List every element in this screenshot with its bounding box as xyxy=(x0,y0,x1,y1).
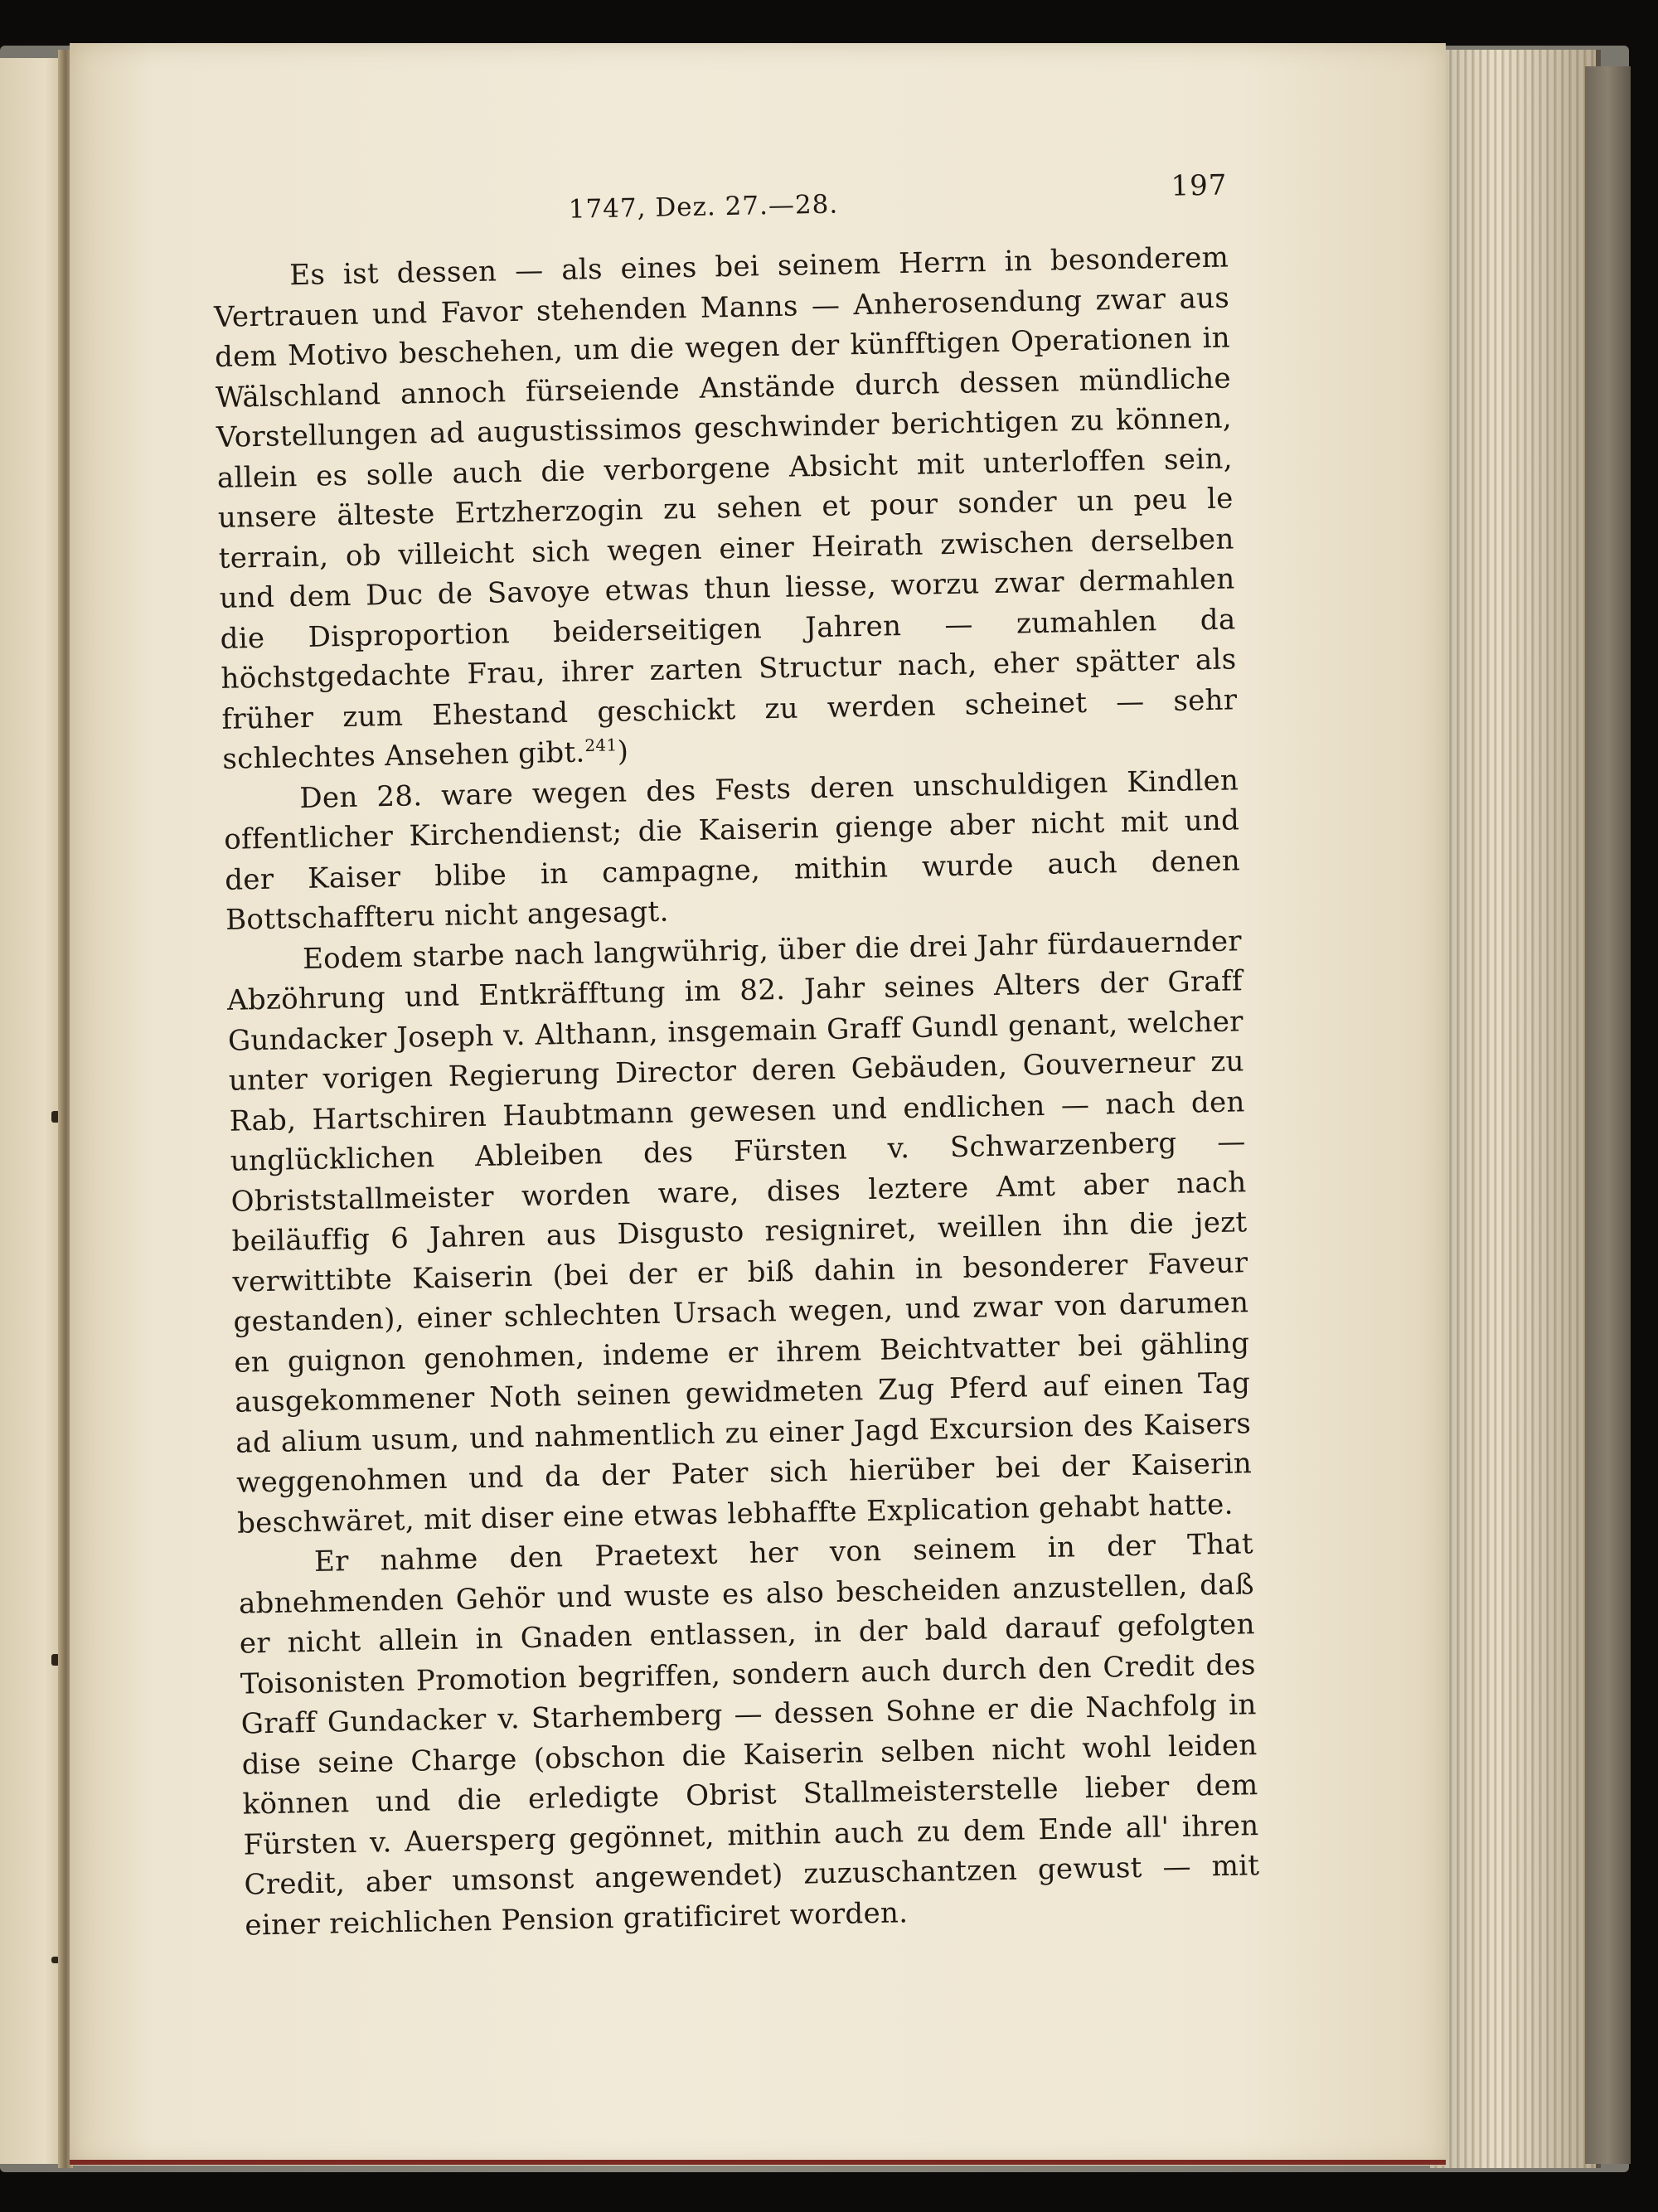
page-stack-shadow xyxy=(1430,50,1596,2168)
page-bottom-edge xyxy=(70,2160,1446,2165)
footnote-reference: 241 xyxy=(584,735,618,756)
paragraph-text: Es ist dessen — als eines bei seinem Herrn in besonderem Vertrauen und Favor stehenden Manns — Anherosendung zwar aus dem Motivo beschehen, um die wegen der künfftigen Operationen in Wälschland annoch fürseiende Anstände durch dessen mündliche Vorstellungen ad augustissimos geschwinder berichtigen zu können, allein es solle auch die verborgene Absicht mit unterloffen sein, unsere älteste Ertzherzogin zu sehen et pour sonder un peu le terrain, ob villeicht sich wegen einer Heirath zwischen derselben und dem Duc de Savoye etwas thun liesse, worzu zwar dermahlen die Disproportion beiderseitigen Jahren — zumahlen da höchstgedachte Frau, ihrer zarten Structur nach, eher spätter als früher zum Ehestand geschickt zu werden scheinet — sehr schlechtes Ansehen gibt. xyxy=(213,240,1238,776)
footnote-bracket: ) xyxy=(617,735,629,769)
paragraph-text: Eodem starbe nach langwührig, über die drei Jahr fürdauernder Abzöhrung und Entkräfftung im 82. Jahr seines Alters der Graff Gundacker Joseph v. Althann, insgemain Graff Gundl genant, welcher unter vorigen Regierung Director deren Gebäuden, Gouverneur zu Rab, Hartschiren Haubtmann gewesen und endlichen — nach den unglücklichen Ableiben des Fürsten v. Schwarzenberg — Obriststallmeister worden ware, dises leztere Amt aber nach beiläuffig 6 Jahren aus Disgusto resigniret, weillen ihn die jezt verwittibte Kaiserin (bei der er biß dahin in besonderer Faveur gestanden), einer schlechten Ursach wegen, und zwar von darumen en guignon genohmen, indeme er ihrem Beichtvatter bei gähling ausgekommener Noth seinen gewidmeten Zug Pferd auf einen Tag ad alium usum, und nahmentlich zu einer Jagd Excursion des Kaisers weggenohmen und da der Pater sich hierüber bei der Kaiserin beschwäret, mit diser eine etwas lebhaffte Explication gehabt hatte. xyxy=(226,924,1253,1540)
paragraph xyxy=(226,921,1253,1544)
page-content xyxy=(211,158,1261,1945)
left-facing-page-edge xyxy=(0,58,65,2164)
paragraph xyxy=(238,1524,1261,1945)
paragraph xyxy=(213,237,1239,779)
paragraph xyxy=(223,760,1241,940)
paragraph-text: Er nahme den Praetext her von seinem in der That abnehmenden Gehör und wuste es also bescheiden anzustellen, daß er nicht allein in Gnaden entlassen, in der bald darauf gefolgten Toisonisten Promotion begriffen, sondern auch durch den Credit des Graff Gundacker v. Starhemberg — dessen Sohne er die Nachfolg in dise seine Charge (obschon die Kaiserin selben nicht wohl leiden können und die erledigte Obrist Stallmeisterstelle lieber dem Fürsten v. Auersperg gegönnet, mithin auch zu dem Ende all' ihren Credit, aber umsonst angewendet) zuzuschantzen gewust — mit einer reichlichen Pension gratificiret worden. xyxy=(238,1527,1260,1943)
paragraph-text: Den 28. ware wegen des Fests deren unschuldigen Kindlen offentlicher Kirchendienst; die Kaiserin gienge aber nicht mit und der Kaiser blibe in campagne, mithin wurde auch denen Bottschaffteru nicht angesagt. xyxy=(223,763,1241,937)
cover-edge xyxy=(1585,66,1631,2164)
page-number: 197 xyxy=(1171,168,1228,203)
running-head: 1747, Dez. 27.—28. xyxy=(568,189,839,225)
